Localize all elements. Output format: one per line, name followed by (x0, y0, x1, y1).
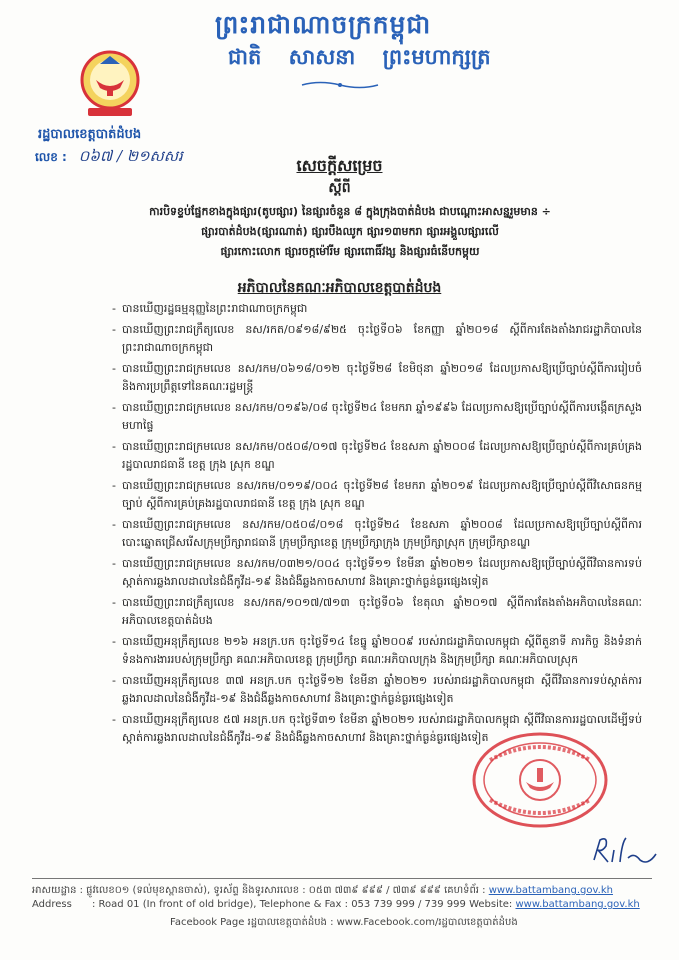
legal-basis-item: - បានឃើញព្រះរាជក្រមលេខ នស/រកម/០៣២១/០០៤ ចុះថ្ងៃទី១១ ខែមីនា ឆ្នាំ២០២១ ដែលប្រកាសឱ្យប្រើច្បាប់ស្តីពីវិធានការទប់ស្កាត់ការឆ្លងរាលដាលនៃជំងឺកូវីដ-១៩ និងជំងឺឆ្លងកាចសាហាវ និងគ្រោះថ្នាក់ធ្ងន់ធ្ងរផ្សេងទៀត (112, 555, 642, 592)
province-admin-label: រដ្ឋបាលខេត្តបាត់ដំបង (38, 127, 142, 142)
subject-line: ការបិទខ្ទប់ផ្នែកខាងក្នុងផ្សារ(តូបផ្សារ) នៃផ្សារចំនួន ៨ ក្នុងក្រុងបាត់ដំបង ជាបណ្តោះអាសន្នរួមមាន ÷ (149, 205, 551, 218)
legal-basis-item: - បានឃើញព្រះរាជក្រមលេខ នស/រកម/០៦១៨/០១២ ចុះថ្ងៃទី២៨ ខែមិថុនា ឆ្នាំ២០១៨ ដែលប្រកាសឱ្យប្រើច្បាប់ស្តីពីការរៀបចំ និងការប្រព្រឹត្តទៅនៃគណៈរដ្ឋមន្ត្រី (112, 360, 642, 397)
signature-mark-icon (590, 832, 660, 870)
document-about-label: ស្តីពី (328, 180, 351, 196)
document-subject (60, 202, 640, 262)
legal-basis-item: - បានឃើញព្រះរាជក្រឹត្យលេខ នស/រកត/០៩១៨/៩២៥ ចុះថ្ងៃទី០៦ ខែកញ្ញា ឆ្នាំ២០១៨ ស្តីពីការតែងតាំងរាជរដ្ឋាភិបាលនៃព្រះរាជាណាចក្រកម្ពុជា (112, 321, 642, 358)
footer-address-kh-text: អាសយដ្ឋាន : ផ្លូវលេខ០១ (ទល់មុខស្ពានចាស់), ទូរស័ព្ទ និងទូរសារលេខ : ០៥៣ ៧៣៩ ៩៩៩ / ៧៣៩ ៩៩៩ គេហទំព័រ : (32, 885, 486, 896)
legal-basis-item: - បានឃើញព្រះរាជក្រមលេខ នស/រកម/០៥០៨/០១៧ ចុះថ្ងៃទី២៤ ខែឧសភា ឆ្នាំ២០០៨ ដែលប្រកាសឱ្យប្រើច្បាប់ស្តីពីការគ្រប់គ្រងរដ្ឋបាលរាជធានី ខេត្ត ក្រុង ស្រុក ខណ្ឌ (112, 438, 642, 475)
ornament-divider-icon (300, 80, 380, 90)
subject-line: ផ្សារកោះលោក ផ្សារចក្កម៉ៅរីម ផ្សារពោធិ៍វង្ស និងផ្សារធំនើបកម្ពុយ (220, 245, 480, 258)
document-number-value: ០៦៧ / ២១សសរ (78, 147, 183, 165)
national-motto: ជាតិ សាសនា ព្រះមហាក្សត្រ (228, 44, 491, 69)
provincial-emblem-icon (78, 50, 142, 120)
legal-basis-item: - បានឃើញព្រះរាជក្រឹត្យលេខ នស/រកត/១០១៧/៧១៣ ចុះថ្ងៃទី០៦ ខែតុលា ឆ្នាំ២០១៧ ស្តីពីការតែងតាំងអភិបាលនៃគណៈអភិបាលខេត្តបាត់ដំបង (112, 594, 642, 631)
subject-line: ផ្សារបាត់ដំបង(ផ្សារណាត់) ផ្សារបឹងឈូក ផ្សារ១៣មករា ផ្សារអង្គួលផ្សារលើ (201, 225, 499, 238)
legal-basis-item: - បានឃើញអនុក្រឹត្យលេខ ៥៧ អនក្រ.បក ចុះថ្ងៃទី៣១ ខែមីនា ឆ្នាំ២០២១ របស់រាជរដ្ឋាភិបាលកម្ពុជា ស្តីពីវិធានការរដ្ឋបាលដើម្បីទប់ស្កាត់ការឆ្លងរាលដាលនៃជំងឺកូវីដ-១៩ និងជំងឺឆ្លងកាចសាហាវ និងគ្រោះថ្នាក់ធ្ងន់ធ្ងរផ្សេងទៀត (112, 711, 642, 748)
legal-basis-list (112, 300, 642, 750)
legal-basis-item: - បានឃើញព្រះរាជក្រមលេខ នស/រកម/០១១៩/០០៤ ចុះថ្ងៃទី២៨ ខែមករា ឆ្នាំ២០១៩ ដែលប្រកាសឱ្យប្រើច្បាប់ស្តីពីវិសោធនកម្មច្បាប់ ស្តីពីការគ្រប់គ្រងរដ្ឋបាលរាជធានី ខេត្ត ក្រុង ស្រុក ខណ្ឌ (112, 477, 642, 514)
issuing-authority: អភិបាលនៃគណៈអភិបាលខេត្តបាត់ដំបង (237, 280, 442, 296)
legal-basis-item: - បានឃើញរដ្ឋធម្មនុញ្ញនៃព្រះរាជាណាចក្រកម្ពុជា (112, 300, 642, 319)
document-number-label: លេខ : (35, 150, 67, 164)
legal-basis-item: - បានឃើញអនុក្រឹត្យលេខ ៣៧ អនក្រ.បក ចុះថ្ងៃទី១២ ខែមីនា ឆ្នាំ២០២១ របស់រាជរដ្ឋាភិបាលកម្ពុជា ស្តីពីវិធានការទប់ស្កាត់ការឆ្លងរាលដាលនៃជំងឺកូវីដ-១៩ និងជំងឺឆ្លងកាចសាហាវ និងគ្រោះថ្នាក់ធ្ងន់ធ្ងរផ្សេងទៀត (112, 672, 642, 709)
footer-facebook[interactable]: Facebook Page រដ្ឋបាលខេត្តបាត់ដំបង : www.Facebook.com/រដ្ឋបាលខេត្តបាត់ដំបង (170, 917, 518, 928)
footer-address-kh (32, 883, 613, 898)
legal-basis-item: - បានឃើញព្រះរាជក្រមលេខ នស/រកម/០១៩៦/០៨ ចុះថ្ងៃទី២៤ ខែមករា ឆ្នាំ១៩៩៦ ដែលប្រកាសឱ្យប្រើច្បាប់ស្តីពីការបង្កើតក្រសួងមហាផ្ទៃ (112, 399, 642, 436)
footer-divider (32, 878, 652, 879)
kingdom-heading: ព្រះរាជាណាចក្រកម្ពុជា (215, 10, 432, 39)
footer-website-link[interactable]: www.battambang.gov.kh (488, 885, 613, 896)
legal-basis-item: - បានឃើញអនុក្រឹត្យលេខ ២១៦ អនក្រ.បក ចុះថ្ងៃទី១៤ ខែធ្នូ ឆ្នាំ២០០៩ របស់រាជរដ្ឋាភិបាលកម្ពុជា ស្តីពីតួនាទី ភារកិច្ច និងទំនាក់ទំនងការងាររបស់ក្រុមប្រឹក្សា គណៈអភិបាលខេត្ត ក្រុមប្រឹក្សា គណៈអភិបាលក្រុង និងក្រុមប្រឹក្សា គណៈអភិបាលស្រុក (112, 633, 642, 670)
legal-basis-item: - បានឃើញព្រះរាជក្រមលេខ នស/រកម/០៥០៨/០១៨ ចុះថ្ងៃទី២៤ ខែឧសភា ឆ្នាំ២០០៨ ដែលប្រកាសឱ្យប្រើច្បាប់ស្តីពីការបោះឆ្នោតជ្រើសរើសក្រុមប្រឹក្សារាជធានី ក្រុមប្រឹក្សាខេត្ត ក្រុមប្រឹក្សាក្រុង ក្រុមប្រឹក្សាស្រុក ក្រុមប្រឹក្សាខណ្ឌ (112, 516, 642, 553)
footer-address-en-text: : Road 01 (In front of old bridge), Telephone & Fax : 053 739 999 / 739 999 Website: (92, 899, 513, 910)
document-type-title: សេចក្តីសម្រេច (296, 156, 383, 175)
footer-address-label: Address (32, 899, 72, 910)
official-seal-icon (470, 730, 610, 830)
footer-website-link[interactable]: www.battambang.gov.kh (515, 899, 640, 910)
footer-address-en (32, 899, 640, 910)
